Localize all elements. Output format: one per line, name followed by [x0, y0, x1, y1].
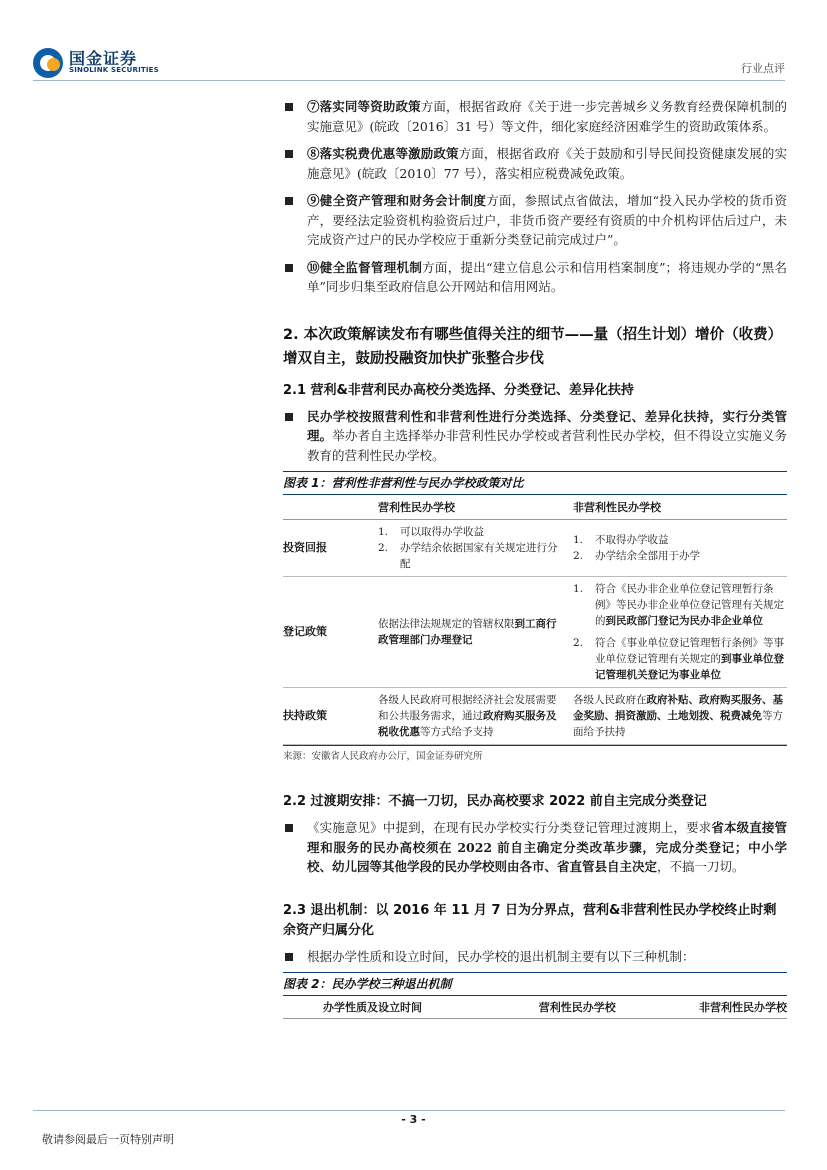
table-header-cell: 办学性质及设立时间 [283, 996, 513, 1019]
list-item [573, 581, 787, 629]
row-label: 投资回报 [283, 520, 378, 577]
exit-mechanism-table [283, 996, 787, 1019]
table-header-cell: 非营利性民办学校 [573, 495, 787, 520]
bullet-item [283, 258, 787, 297]
bullet-text: 方面，提出“建立信息公示和信用档案制度”；将违规办学的“黑名单”同步归集至政府信息公开网站和信用网站。 [307, 259, 787, 294]
list-bold-text: 到事业单位登记管理机关登记为事业单位 [595, 653, 784, 681]
bullet-item [283, 97, 787, 136]
bullet-item [283, 818, 787, 877]
table-row [283, 520, 787, 577]
list-number: 2. [573, 637, 584, 649]
cell-text: 各级人民政府在 [573, 694, 647, 706]
row-label: 登记政策 [283, 577, 378, 688]
bullet-bold: 民办学校按照营利性和非营利性进行分类选择、分类登记、差异化扶持，实行分类管理。 [307, 408, 787, 443]
bullet-bold: 省本级直接管理和服务的民办高校须在 2022 前自主确定分类改革步骤，完成分类登记；中小学校、幼儿园等其他学段的民办学校则由各市、省直管县自主决定 [307, 820, 787, 874]
disclaimer-text: 敬请参阅最后一页特别声明 [42, 1133, 174, 1146]
table-header-cell: 营利性民办学校 [513, 996, 641, 1019]
list-item [573, 548, 787, 564]
list-text: 符合《民办非企业单位登记管理暂行条例》等民办非企业单位登记管理有关规定的 [595, 583, 784, 627]
figure-2-title: 图表 2：民办学校三种退出机制 [283, 972, 787, 996]
cell-text: 等方式给予支持 [420, 726, 494, 738]
main-content [283, 97, 787, 1019]
cell-text: 依据法律法规规定的管辖权限 [378, 618, 515, 630]
bullet-text: 方面，根据省政府《关于鼓励和引导民间投资健康发展的实施意见》(皖政〔2010〕77 号），落实相应税费减免政策。 [307, 146, 787, 181]
list-item [573, 532, 787, 548]
figure-source: 来源：安徽省人民政府办公厅，国金证券研究所 [283, 745, 787, 762]
table-header-row [283, 495, 787, 520]
list-bold-text: 到民政部门登记为民办非企业单位 [605, 615, 763, 627]
bullet-square-icon [285, 953, 293, 961]
section-2-2-title: 2.2 过渡期安排：不搞一刀切，民办高校要求 2022 前自主完成分类登记 [283, 794, 707, 809]
table-header-cell: 非营利性民办学校 [641, 996, 787, 1019]
table-row [283, 577, 787, 688]
cell-text: 等方面给予扶持 [573, 710, 783, 738]
section-2-1-title: 2.1 营利&非营利民办高校分类选择、分类登记、差异化扶持 [283, 382, 634, 398]
company-logo [33, 46, 173, 78]
list-text: 办学结余依据国家有关规定进行分配 [400, 542, 558, 570]
list-item [378, 524, 563, 540]
bullet-square-icon [285, 197, 293, 205]
bullet-square-icon [285, 264, 293, 272]
bullet-item [283, 407, 787, 466]
bullet-bold: ⑧落实税费优惠等激励政策 [307, 146, 459, 161]
cell-bold-text: 到工商行政管理部门办理登记 [378, 618, 557, 646]
bullet-bold: ⑩健全监督管理机制 [307, 259, 423, 275]
bullet-text: 举办者自主选择举办非营利性民办学校或者营利性民办学校，但不得设立实施义务教育的营利性民办学校。 [307, 428, 787, 463]
figure-1-title: 图表 1：营利性非营利性与民办学校政策对比 [283, 471, 787, 495]
bullet-text: ，不搞一刀切。 [657, 859, 745, 874]
bullet-item [283, 191, 787, 250]
list-number: 2. [573, 550, 584, 562]
cell-bold-text: 政府购买服务及税收优惠 [378, 710, 557, 738]
section-2-3-title: 2.3 退出机制：以 2016 年 11 月 7 日为分界点，营利&非营利性民办学校终止时剩余资产归属分化 [283, 902, 777, 938]
bullet-text: 根据办学性质和设立时间，民办学校的退出机制主要有以下三种机制： [307, 948, 695, 964]
footer-divider [33, 1110, 785, 1111]
logo-mark-icon [33, 48, 63, 78]
cell-bold-text: 政府补贴、政府购买服务、基金奖励、捐资激励、土地划拨、税费减免 [573, 694, 783, 722]
bullet-square-icon [285, 103, 293, 111]
list-item [573, 635, 787, 683]
list-text: 办学结余全部用于办学 [595, 550, 700, 562]
table-cell [378, 688, 573, 745]
table-cell [378, 577, 573, 688]
bullet-square-icon [285, 413, 293, 421]
page-number: - 3 - [401, 1113, 426, 1126]
bullet-square-icon [285, 150, 293, 158]
bullet-text: 《实施意见》中提到，在现有民办学校实行分类登记管理过渡期上，要求 [307, 820, 712, 835]
table-cell [378, 520, 573, 577]
bullet-item [283, 144, 787, 183]
table-row [283, 688, 787, 745]
table-header-cell: 营利性民办学校 [378, 495, 573, 520]
bullet-bold: ⑨健全资产管理和财务会计制度 [307, 193, 487, 208]
report-type: 行业点评 [741, 62, 785, 75]
list-text: 符合《事业单位登记管理暂行条例》等事业单位登记管理有关规定的 [595, 637, 784, 665]
table-header-row [283, 996, 787, 1019]
list-number: 1. [573, 583, 584, 595]
cell-text: 各级人民政府可根据经济社会发展需要和公共服务需求，通过 [378, 694, 557, 722]
page-header [0, 0, 827, 86]
bullet-square-icon [285, 824, 293, 832]
list-number: 2. [378, 542, 389, 554]
table-cell [573, 577, 787, 688]
bullet-text: 方面，参照试点省做法，增加“投入民办学校的货币资产，要经法定验资机构验资后过户，非货币资产要经有资质的中介机构评估后过户，未完成资产过户的民办学校应于重新分类登记前完成过户”。 [307, 193, 787, 247]
list-number: 1. [378, 526, 389, 538]
table-cell [573, 520, 787, 577]
header-divider [33, 80, 785, 81]
table-header-cell [283, 495, 378, 520]
list-text: 可以取得办学收益 [400, 526, 484, 538]
list-item [378, 540, 563, 572]
list-text: 不取得办学收益 [595, 534, 669, 546]
bullet-item [283, 947, 787, 967]
logo-cn-text: 国金证券 [69, 49, 138, 68]
bullet-text: 方面，根据省政府《关于进一步完善城乡义务教育经费保障机制的实施意见》(皖政〔2016〕31 号）等文件，细化家庭经济困难学生的资助政策体系。 [307, 99, 787, 134]
table-cell [573, 688, 787, 745]
section-2-title: 2. 本次政策解读发布有哪些值得关注的细节——量（招生计划）增价（收费）增双自主，鼓励投融资加快扩张整合步伐 [283, 326, 783, 367]
bullet-bold: ⑦落实同等资助政策 [307, 99, 421, 114]
logo-en-text: SINOLINK SECURITIES [69, 66, 159, 74]
row-label: 扶持政策 [283, 688, 378, 745]
policy-comparison-table [283, 495, 787, 745]
list-number: 1. [573, 534, 584, 546]
